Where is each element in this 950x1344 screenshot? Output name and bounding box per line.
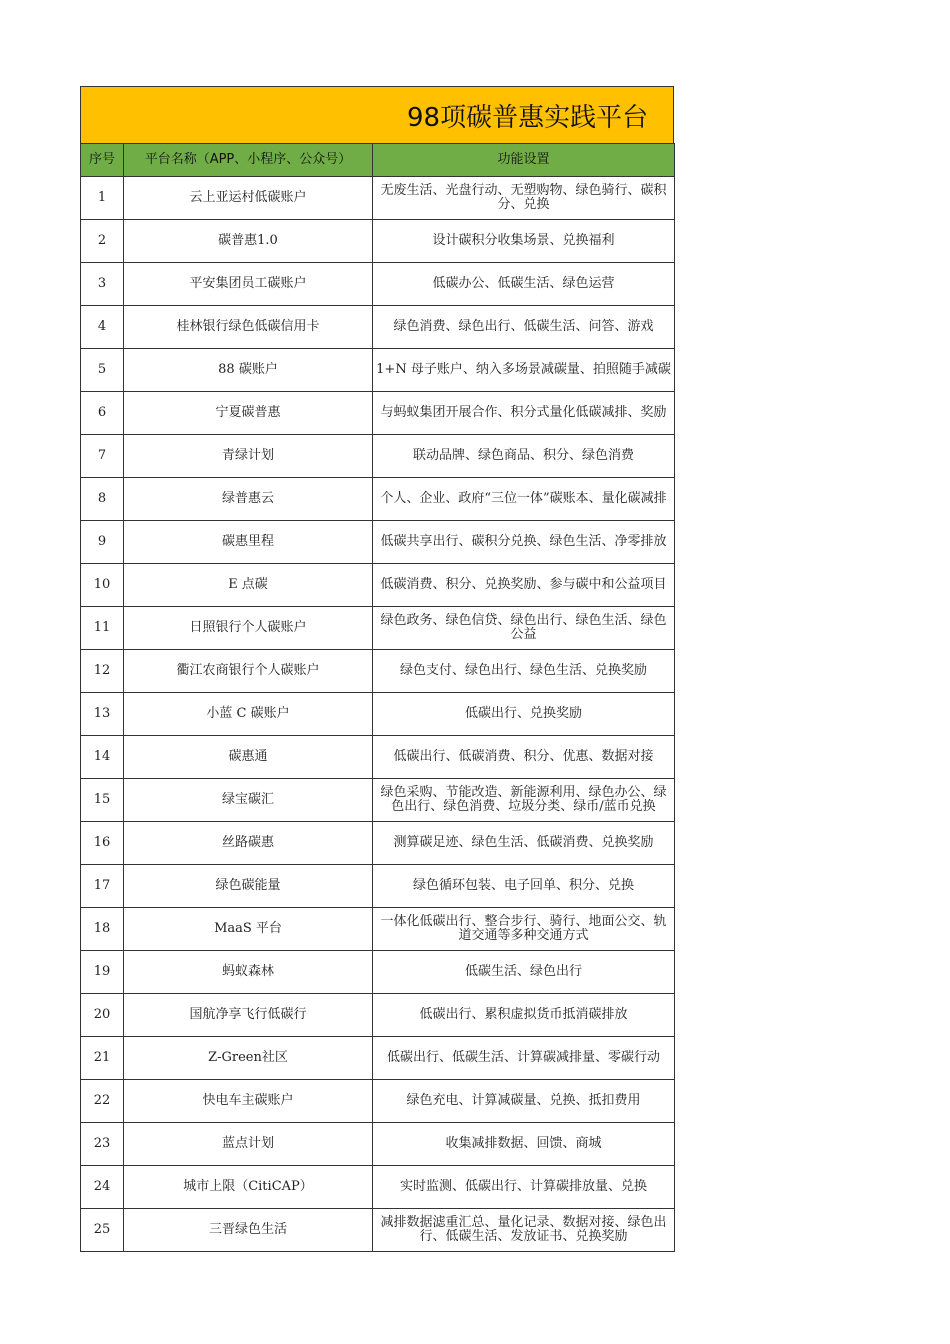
platform-name: 88 碳账户: [124, 349, 373, 392]
row-index: 4: [81, 306, 124, 349]
feature-list: 低碳出行、累积虚拟货币抵消碳排放: [373, 994, 675, 1037]
table-row: [81, 220, 675, 263]
platform-name: 快电车主碳账户: [124, 1080, 373, 1123]
header-row: [81, 144, 675, 177]
row-index: 5: [81, 349, 124, 392]
table-row: [81, 306, 675, 349]
row-index: 12: [81, 650, 124, 693]
feature-list: 测算碳足迹、绿色生活、低碳消费、兑换奖励: [373, 822, 675, 865]
feature-list: 一体化低碳出行、整合步行、骑行、地面公交、轨道交通等多种交通方式: [373, 908, 675, 951]
feature-list: 减排数据滤重汇总、量化记录、数据对接、绿色出行、低碳生活、发放证书、兑换奖励: [373, 1209, 675, 1252]
table-row: [81, 478, 675, 521]
feature-list: 低碳出行、低碳生活、计算碳减排量、零碳行动: [373, 1037, 675, 1080]
row-index: 1: [81, 177, 124, 220]
feature-list: 低碳出行、低碳消费、积分、优惠、数据对接: [373, 736, 675, 779]
header-features: 功能设置: [373, 144, 675, 177]
feature-list: 设计碳积分收集场景、兑换福利: [373, 220, 675, 263]
spreadsheet: [80, 86, 674, 1252]
table-row: [81, 994, 675, 1037]
platform-name: 绿色碳能量: [124, 865, 373, 908]
table-row: [81, 650, 675, 693]
feature-list: 绿色支付、绿色出行、绿色生活、兑换奖励: [373, 650, 675, 693]
row-index: 24: [81, 1166, 124, 1209]
row-index: 25: [81, 1209, 124, 1252]
table-row: [81, 1037, 675, 1080]
table-row: [81, 177, 675, 220]
row-index: 19: [81, 951, 124, 994]
row-index: 16: [81, 822, 124, 865]
row-index: 13: [81, 693, 124, 736]
row-index: 14: [81, 736, 124, 779]
table-row: [81, 349, 675, 392]
platform-name: 丝路碳惠: [124, 822, 373, 865]
table-row: [81, 693, 675, 736]
table-row: [81, 865, 675, 908]
sheet-title: 98项碳普惠实践平台: [407, 103, 649, 133]
feature-list: 低碳共享出行、碳积分兑换、绿色生活、净零排放: [373, 521, 675, 564]
row-index: 20: [81, 994, 124, 1037]
platform-name: 衢江农商银行个人碳账户: [124, 650, 373, 693]
table-row: [81, 1080, 675, 1123]
feature-list: 低碳办公、低碳生活、绿色运营: [373, 263, 675, 306]
platform-name: 国航净享飞行低碳行: [124, 994, 373, 1037]
row-index: 3: [81, 263, 124, 306]
row-index: 2: [81, 220, 124, 263]
row-index: 22: [81, 1080, 124, 1123]
row-index: 18: [81, 908, 124, 951]
platform-name: 碳惠里程: [124, 521, 373, 564]
feature-list: 实时监测、低碳出行、计算碳排放量、兑换: [373, 1166, 675, 1209]
table-row: [81, 822, 675, 865]
platform-name: 绿普惠云: [124, 478, 373, 521]
table-row: [81, 564, 675, 607]
feature-list: 低碳出行、兑换奖励: [373, 693, 675, 736]
row-index: 9: [81, 521, 124, 564]
feature-list: 绿色消费、绿色出行、低碳生活、问答、游戏: [373, 306, 675, 349]
table-row: [81, 263, 675, 306]
feature-list: 与蚂蚁集团开展合作、积分式量化低碳减排、奖励: [373, 392, 675, 435]
platform-name: E 点碳: [124, 564, 373, 607]
table-row: [81, 435, 675, 478]
platform-name: 桂林银行绿色低碳信用卡: [124, 306, 373, 349]
feature-list: 低碳消费、积分、兑换奖励、参与碳中和公益项目: [373, 564, 675, 607]
title-bar: [80, 86, 674, 143]
platform-name: 绿宝碳汇: [124, 779, 373, 822]
table-row: [81, 607, 675, 650]
feature-list: 绿色政务、绿色信贷、绿色出行、绿色生活、绿色公益: [373, 607, 675, 650]
platform-name: 蚂蚁森林: [124, 951, 373, 994]
platform-name: 平安集团员工碳账户: [124, 263, 373, 306]
table-row: [81, 1166, 675, 1209]
row-index: 8: [81, 478, 124, 521]
feature-list: 绿色循环包装、电子回单、积分、兑换: [373, 865, 675, 908]
table-row: [81, 736, 675, 779]
row-index: 17: [81, 865, 124, 908]
row-index: 23: [81, 1123, 124, 1166]
table-row: [81, 951, 675, 994]
row-index: 11: [81, 607, 124, 650]
table-body: [81, 177, 675, 1252]
table-row: [81, 521, 675, 564]
platform-name: 城市上限（CitiCAP）: [124, 1166, 373, 1209]
feature-list: 联动品牌、绿色商品、积分、绿色消费: [373, 435, 675, 478]
row-index: 10: [81, 564, 124, 607]
platform-table: [80, 143, 675, 1252]
platform-name: 碳普惠1.0: [124, 220, 373, 263]
table-row: [81, 908, 675, 951]
table-row: [81, 392, 675, 435]
header-platform-name: 平台名称（APP、小程序、公众号）: [124, 144, 373, 177]
platform-name: MaaS 平台: [124, 908, 373, 951]
platform-name: 宁夏碳普惠: [124, 392, 373, 435]
feature-list: 无废生活、光盘行动、无塑购物、绿色骑行、碳积分、兑换: [373, 177, 675, 220]
platform-name: 三晋绿色生活: [124, 1209, 373, 1252]
table-row: [81, 1123, 675, 1166]
platform-name: 小蓝 C 碳账户: [124, 693, 373, 736]
platform-name: 青绿计划: [124, 435, 373, 478]
feature-list: 绿色采购、节能改造、新能源利用、绿色办公、绿色出行、绿色消费、垃圾分类、绿币/蓝币兑换: [373, 779, 675, 822]
platform-name: 日照银行个人碳账户: [124, 607, 373, 650]
feature-list: 1+N 母子账户、纳入多场景减碳量、拍照随手减碳: [373, 349, 675, 392]
header-index: 序号: [81, 144, 124, 177]
feature-list: 收集减排数据、回馈、商城: [373, 1123, 675, 1166]
row-index: 7: [81, 435, 124, 478]
table-row: [81, 779, 675, 822]
row-index: 6: [81, 392, 124, 435]
platform-name: 蓝点计划: [124, 1123, 373, 1166]
feature-list: 低碳生活、绿色出行: [373, 951, 675, 994]
feature-list: 绿色充电、计算减碳量、兑换、抵扣费用: [373, 1080, 675, 1123]
table-row: [81, 1209, 675, 1252]
feature-list: 个人、企业、政府“三位一体”碳账本、量化碳减排: [373, 478, 675, 521]
platform-name: Z-Green社区: [124, 1037, 373, 1080]
platform-name: 云上亚运村低碳账户: [124, 177, 373, 220]
platform-name: 碳惠通: [124, 736, 373, 779]
row-index: 15: [81, 779, 124, 822]
row-index: 21: [81, 1037, 124, 1080]
